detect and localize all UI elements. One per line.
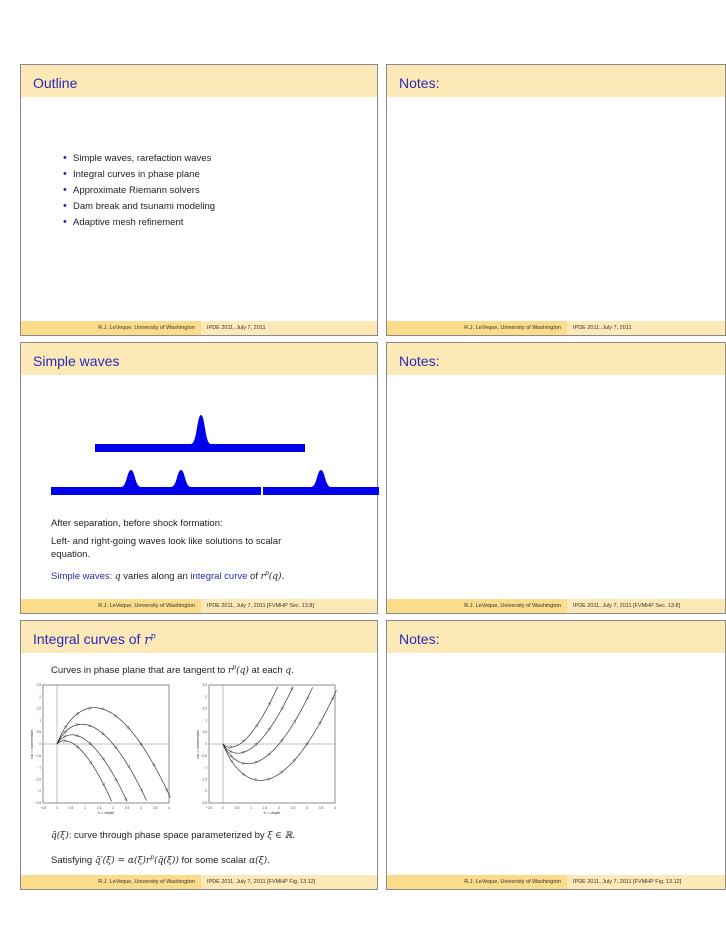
y-tick-label: 2.5 <box>202 683 207 687</box>
y-tick-label: −1 <box>37 765 41 770</box>
x-tick-label: 4 <box>334 806 336 810</box>
y-tick-label: −2 <box>37 789 41 794</box>
slide-footer <box>387 599 725 613</box>
slide-simple-waves <box>20 342 378 614</box>
list-item: • Approximate Riemann solvers <box>63 185 215 197</box>
x-tick-label: 4 <box>168 806 170 810</box>
footer-info: IPDE 2011, July 7, 2011 [FVMHP Sec. 13.8] <box>573 603 681 609</box>
integral-curve <box>57 735 127 802</box>
x-tick-label: 3.5 <box>152 806 158 810</box>
footer-author: R.J. LeVeque, University of Washington <box>387 599 567 613</box>
x-tick-label: 0.5 <box>234 806 240 810</box>
y-tick-label: −0.5 <box>34 753 41 758</box>
text-line: Left- and right-going waves look like solutions to scalar <box>51 536 282 547</box>
slide-footer <box>21 321 377 335</box>
wave-bottom-left <box>51 470 261 495</box>
math-arg: (q) <box>236 666 249 677</box>
wave-bottom-right <box>263 470 379 495</box>
math-p: p <box>232 664 237 671</box>
y-tick-label: 1.5 <box>202 706 207 711</box>
math-xi: ξ ∈ ℝ. <box>267 831 295 841</box>
footer-author: R.J. LeVeque, University of Washington <box>387 875 567 889</box>
simple-waves-definition <box>51 567 351 584</box>
footer-info: IPDE 2011, July 7, 2011 <box>207 325 266 331</box>
curve-definition <box>51 829 351 843</box>
y-tick-label: 2.5 <box>36 683 41 687</box>
slide-integral-curves <box>20 620 378 890</box>
wave-top <box>95 415 305 452</box>
y-tick-label: 1 <box>39 718 41 723</box>
footer-info: IPDE 2011, July 7, 2011 [FVMHP Sec. 13.8] <box>207 603 315 609</box>
y-tick-label: 2 <box>205 694 207 699</box>
x-axis-label: h = depth <box>97 810 115 815</box>
slide-title: Notes: <box>387 343 725 375</box>
list-item: • Simple waves, rarefaction waves <box>63 153 215 165</box>
term-simple-waves: Simple waves: <box>51 571 113 583</box>
text-fragment: Curves in phase plane that are tangent to <box>51 665 226 677</box>
slide-title: Simple waves <box>21 343 377 375</box>
y-tick-label: −2 <box>203 789 207 794</box>
wave-figure <box>21 407 379 527</box>
integral-curve <box>223 690 336 780</box>
x-tick-label: 2 <box>112 806 114 810</box>
x-tick-label: 2.5 <box>124 806 130 810</box>
x-tick-label: 3 <box>140 806 142 810</box>
ode-definition <box>51 851 351 868</box>
math-ode-arg: (q̃(ξ)) <box>154 856 179 867</box>
math-ode: q̃′(ξ) = α(ξ)r <box>94 856 151 867</box>
text-fragment: for some scalar <box>181 855 247 867</box>
term-integral-curve: integral curve <box>190 571 248 583</box>
slide-notes <box>386 342 726 614</box>
slide-outline <box>20 64 378 336</box>
text-fragment: Satisfying <box>51 855 93 867</box>
math-qtilde: q̃(ξ) <box>51 831 69 841</box>
x-tick-label: 1.5 <box>262 806 268 810</box>
y-tick-label: 0.5 <box>36 730 41 735</box>
footer-info: IPDE 2011, July 7, 2011 <box>573 325 632 331</box>
math-q: q <box>114 572 121 583</box>
footer-info: IPDE 2011, July 7, 2011 [FVMHP Fig. 13.12] <box>573 879 682 885</box>
footer-info: IPDE 2011, July 7, 2011 [FVMHP Fig. 13.12] <box>207 879 316 885</box>
text-fragment: at each <box>251 665 283 677</box>
slide-footer <box>21 875 377 889</box>
math-p: p <box>150 854 155 861</box>
x-tick-label: −0.5 <box>205 806 213 810</box>
y-axis-label: hu = momentum <box>29 729 34 759</box>
x-tick-label: 1.5 <box>96 806 102 810</box>
integral-curve <box>223 687 278 747</box>
phase-plane-figure <box>31 683 361 821</box>
y-tick-label: −1.5 <box>34 777 41 782</box>
x-tick-label: 2 <box>278 806 280 810</box>
integral-curve <box>57 724 147 800</box>
slide-footer <box>387 875 725 889</box>
x-tick-label: −0.5 <box>39 806 47 810</box>
text-fragment: varies along an <box>123 571 188 583</box>
integral-curve <box>57 708 170 798</box>
integral-curve <box>223 687 313 763</box>
y-tick-label: −2.5 <box>200 801 207 805</box>
title-math-p: p <box>150 631 156 641</box>
text-fragment: : curve through phase space parameterized by <box>68 830 265 841</box>
footer-author: R.J. LeVeque, University of Washington <box>21 321 201 335</box>
slide-title: Notes: <box>387 621 725 653</box>
x-tick-label: 1 <box>250 806 252 810</box>
x-tick-label: 3 <box>306 806 308 810</box>
y-tick-label: −1.5 <box>200 777 207 782</box>
list-item: • Adaptive mesh refinement <box>63 217 215 229</box>
x-tick-label: 2.5 <box>290 806 296 810</box>
slide-footer <box>21 599 377 613</box>
math-alpha: α(ξ). <box>249 856 270 867</box>
x-tick-label: 3.5 <box>318 806 324 810</box>
slide-footer <box>387 321 725 335</box>
x-tick-label: 1 <box>84 806 86 810</box>
text-line: equation. <box>51 549 91 560</box>
y-tick-label: 1 <box>205 718 207 723</box>
text-fragment: of <box>250 571 258 583</box>
integral-curve <box>57 741 112 801</box>
footer-author: R.J. LeVeque, University of Washington <box>21 875 201 889</box>
slide-title <box>21 621 377 653</box>
y-tick-label: 1.5 <box>36 706 41 711</box>
y-axis-label: hu = momentum <box>195 729 200 759</box>
slide-notes <box>386 620 726 890</box>
text-line: After separation, before shock formation: <box>51 518 223 529</box>
y-tick-label: −1 <box>203 765 207 770</box>
title-math-r: r <box>144 633 151 648</box>
math-arg: (q). <box>268 572 285 583</box>
y-tick-label: −0.5 <box>200 753 207 758</box>
x-tick-label: 0 <box>56 806 58 810</box>
intro-line <box>51 661 351 678</box>
y-tick-label: −2.5 <box>34 801 41 805</box>
y-tick-label: 2 <box>39 694 41 699</box>
integral-curve <box>223 687 293 754</box>
footer-author: R.J. LeVeque, University of Washington <box>21 599 201 613</box>
x-axis-label: h = depth <box>263 810 281 815</box>
y-tick-label: 0.5 <box>202 730 207 735</box>
list-item: • Integral curves in phase plane <box>63 169 215 181</box>
slide-title: Outline <box>21 65 377 97</box>
math-r: r <box>227 666 233 677</box>
y-tick-label: 0 <box>205 742 207 746</box>
title-text: Integral curves of <box>33 631 141 647</box>
math-r: r <box>260 572 265 583</box>
x-tick-label: 0.5 <box>68 806 74 810</box>
math-q: q. <box>285 666 294 677</box>
x-tick-label: 0 <box>222 806 224 810</box>
list-item: • Dam break and tsunami modeling <box>63 201 215 213</box>
y-tick-label: 0 <box>39 742 41 746</box>
footer-author: R.J. LeVeque, University of Washington <box>387 321 567 335</box>
slide-title: Notes: <box>387 65 725 97</box>
math-p: p <box>264 570 269 577</box>
slide-notes <box>386 64 726 336</box>
outline-list <box>63 153 215 233</box>
